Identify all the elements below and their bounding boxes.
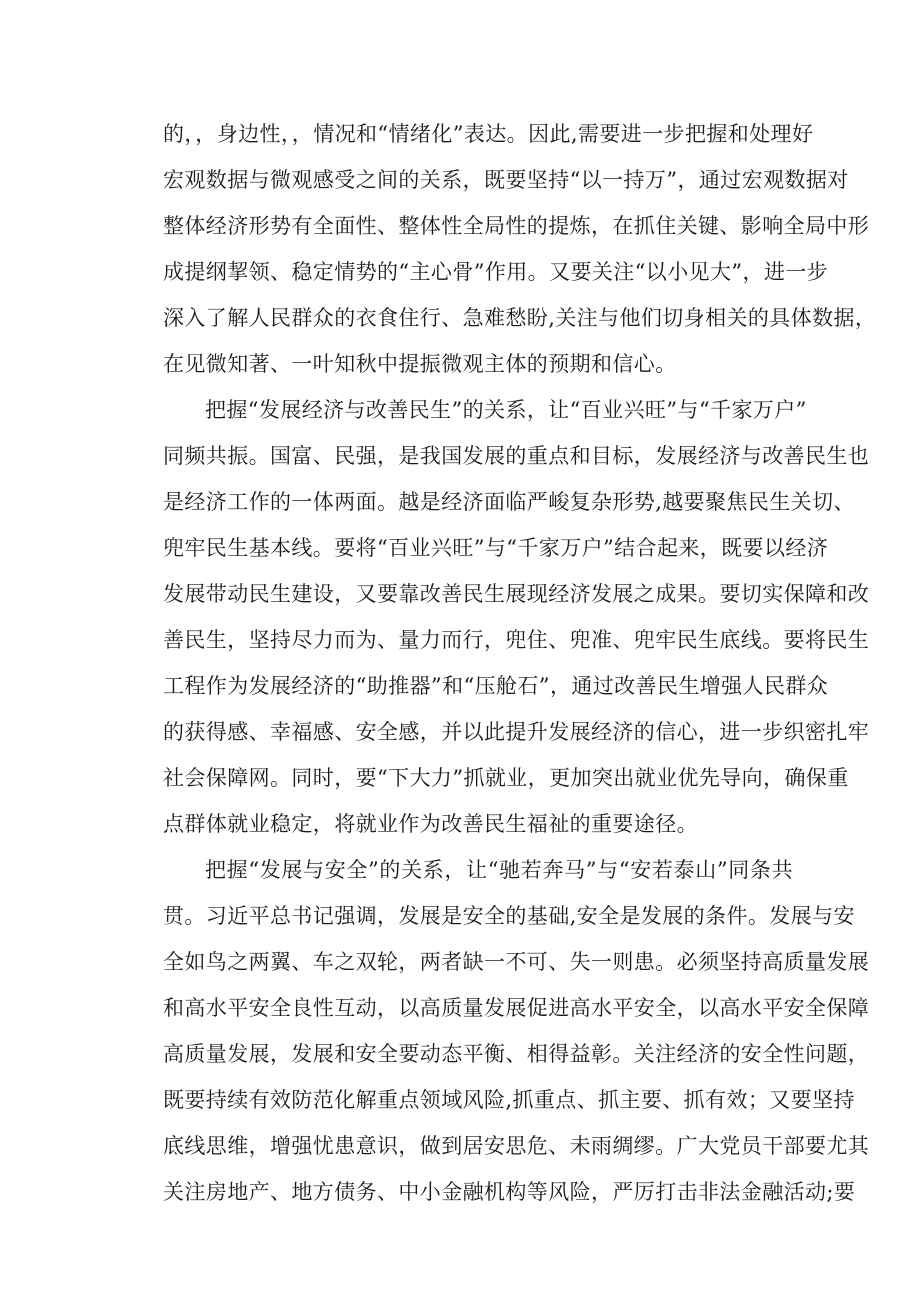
text-line: 把握“发展与安全”的关系，让“驰若奔马”与“安若泰山”同条共 [205,858,793,882]
text-line: 贯。习近平总书记强调，发展是安全的基础,安全是发展的条件。发展与安 [163,904,855,928]
text-line: 发展带动民生建设，又要靠改善民生展现经济发展之成果。要切实保障和改 [163,582,870,606]
text-line: 点群体就业稳定，将就业作为改善民生福祉的重要途径。 [163,812,698,836]
text-line: 高质量发展，发展和安全要动态平衡、相得益彰。关注经济的安全性问题， [163,1042,870,1066]
text-line: 宏观数据与微观感受之间的关系，既要坚持“以一持万”，通过宏观数据对 [163,168,849,192]
text-line: 和高水平安全良性互动，以高质量发展促进高水平安全，以高水平安全保障 [163,996,870,1020]
text-line: 工程作为发展经济的“助推器”和“压舱石”，通过改善民生增强人民群众 [163,674,829,698]
text-line: 深入了解人民群众的衣食住行、急难愁盼,关注与他们切身相关的具体数据， [163,306,877,330]
text-line: 是经济工作的一体两面。越是经济面临严峻复杂形势,越要聚焦民生关切、 [163,490,855,514]
text-line: 成提纲挈领、稳定情势的“主心骨”作用。又要关注“以小见大”，进一步 [163,260,829,284]
text-line: 关注房地产、地方债务、中小金融机构等风险，严厉打击非法金融活动;要 [163,1180,856,1204]
document-body [163,111,877,1215]
text-line: 底线思维，增强忧患意识，做到居安思危、未雨绸缪。广大党员干部要尤其 [163,1134,870,1158]
text-line: 整体经济形势有全面性、整体性全局性的提炼，在抓住关键、影响全局中形 [163,214,870,238]
paragraph-1 [163,111,877,387]
text-line: 社会保障网。同时，要“下大力”抓就业，更加突出就业优先导向，确保重 [163,766,849,790]
text-line: 的，，身边性，，情况和“情绪化”表达。因此,需要进一步把握和处理好 [163,122,814,146]
text-line: 既要持续有效防范化解重点领域风险,抓重点、抓主要、抓有效；又要坚持 [163,1088,855,1112]
text-line: 的获得感、幸福感、安全感，并以此提升发展经济的信心，进一步织密扎牢 [163,720,870,744]
paragraph-2 [163,387,870,847]
text-line: 兜牢民生基本线。要将“百业兴旺”与“千家万户”结合起来，既要以经济 [163,536,829,560]
text-line: 同频共振。国富、民强，是我国发展的重点和目标，发展经济与改善民生也 [163,444,870,468]
paragraph-3 [163,847,870,1215]
text-line: 把握“发展经济与改善民生”的关系，让“百业兴旺”与“千家万户” [205,398,807,422]
text-line: 善民生，坚持尽力而为、量力而行，兜住、兜准、兜牢民生底线。要将民生 [163,628,870,652]
text-line: 在见微知著、一叶知秋中提振微观主体的预期和信心。 [163,352,677,376]
text-line: 全如鸟之两翼、车之双轮，两者缺一不可、失一则患。必须坚持高质量发展 [163,950,870,974]
